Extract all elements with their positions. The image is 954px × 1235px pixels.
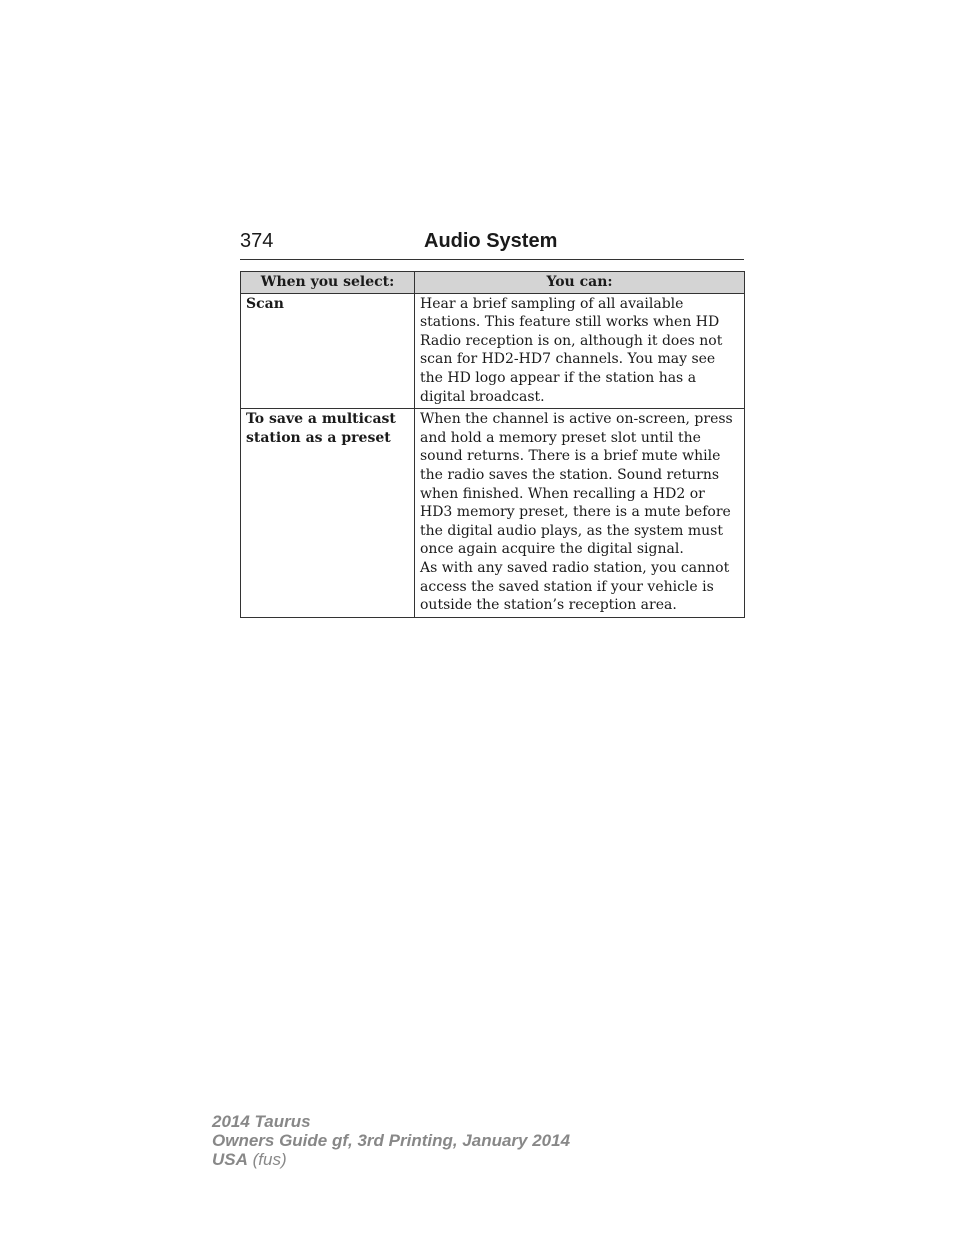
footer-region-line: [212, 1150, 570, 1169]
row-description-save-preset: [415, 409, 745, 618]
footer-region-code: (fus): [252, 1150, 287, 1169]
row-label-save-preset: To save a multicast station as a preset: [241, 409, 415, 618]
footer-guide-info: Owners Guide gf, 3rd Printing, January 2014: [212, 1131, 571, 1150]
page-header: [240, 228, 744, 260]
page-footer: [212, 1112, 570, 1169]
description-paragraph: As with any saved radio station, you cannot access the saved station if your vehicle is outside the station’s reception area.: [420, 559, 730, 614]
table-row: [241, 409, 745, 618]
table-row: [241, 293, 745, 409]
table-header-row: [241, 272, 745, 294]
column-header-select: When you select:: [241, 272, 415, 294]
description-paragraph: Hear a brief sampling of all available stations. This feature still works when HD Radio reception is on, although it does not scan for HD2-HD7 channels. You may see the HD logo appear if the station has a digital broadcast.: [420, 295, 723, 405]
description-paragraph: When the channel is active on-screen, press and hold a memory preset slot until the sound returns. There is a brief mute while the radio saves the station. Sound returns when finished. When recalling a HD2 or HD3 memory preset, there is a mute before the digital audio plays, as the system must once again acquire the digital signal.: [420, 411, 733, 558]
feature-table: [240, 271, 745, 618]
page-number: 374: [240, 230, 274, 252]
footer-model: 2014 Taurus: [212, 1112, 311, 1131]
column-header-can: You can:: [415, 272, 745, 294]
row-label-scan: Scan: [241, 293, 415, 409]
footer-region: USA: [212, 1150, 248, 1169]
row-description-scan: [415, 293, 745, 409]
section-title: Audio System: [424, 230, 558, 252]
